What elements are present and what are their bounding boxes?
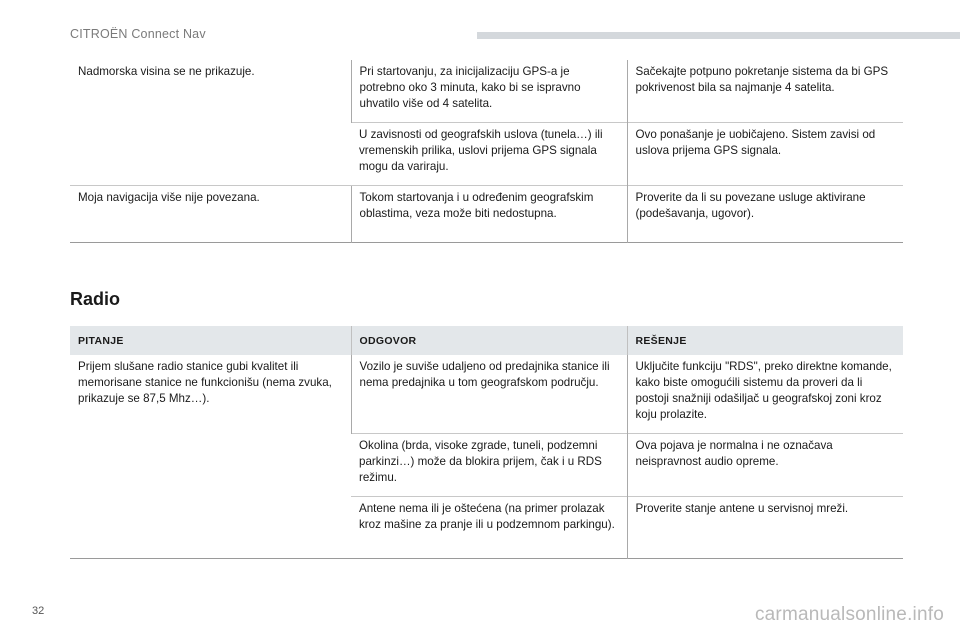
page-number: 32 xyxy=(32,605,45,617)
solution-cell: Proverite da li su povezane usluge aktivirane (podešavanja, ugovor). xyxy=(627,186,903,243)
solution-cell: Proverite stanje antene u servisnoj mreži. xyxy=(627,497,903,559)
section-title-radio: Radio xyxy=(70,289,121,309)
solution-cell: Ova pojava je normalna i ne označava neispravnost audio opreme. xyxy=(627,434,903,497)
header-divider-bar xyxy=(477,32,960,39)
gps-troubleshooting-table xyxy=(70,60,903,243)
table-row xyxy=(70,60,903,123)
question-cell: Nadmorska visina se ne prikazuje. xyxy=(78,65,255,78)
watermark-text: carmanualsonline.info xyxy=(754,604,944,625)
header-solution: REŠENJE xyxy=(627,326,903,355)
header-question: PITANJE xyxy=(70,326,351,355)
solution-cell: Ovo ponašanje je uobičajeno. Sistem zavisi od uslova prijema GPS signala. xyxy=(627,123,903,186)
document-header-title: CITROËN Connect Nav xyxy=(70,27,206,41)
solution-cell: Sačekajte potpuno pokretanje sistema da bi GPS pokrivenost bila sa najmanje 4 satelita. xyxy=(627,60,903,123)
radio-troubleshooting-table xyxy=(70,326,903,559)
answer-cell: U zavisnosti od geografskih uslova (tunela…) ili vremenskih prilika, uslovi prijema GPS signala mogu da variraju. xyxy=(351,123,627,186)
answer-cell: Antene nema ili je oštećena (na primer prolazak kroz mašine za pranje ili u podzemnom parkingu). xyxy=(351,497,627,559)
solution-cell: Uključite funkciju "RDS", preko direktne komande, kako biste omogućili sistemu da proveri da li postoji snažniji odašiljač u geografskoj zoni kroz koju prolazite. xyxy=(627,355,903,434)
table-row xyxy=(70,186,903,243)
answer-cell: Okolina (brda, visoke zgrade, tuneli, podzemni parkinzi…) može da blokira prijem, čak i u RDS režimu. xyxy=(351,434,627,497)
answer-cell: Tokom startovanja i u određenim geografskim oblastima, veza može biti nedostupna. xyxy=(351,186,627,243)
table-header-row xyxy=(70,326,903,355)
answer-cell: Pri startovanju, za inicijalizaciju GPS-a je potrebno oko 3 minuta, kako bi se ispravno uhvatilo više od 4 satelita. xyxy=(351,60,627,123)
question-cell: Moja navigacija više nije povezana. xyxy=(70,186,351,243)
header-answer: ODGOVOR xyxy=(351,326,627,355)
table-row xyxy=(70,355,903,434)
answer-cell: Vozilo je suviše udaljeno od predajnika stanice ili nema predajnika u tom geografskom području. xyxy=(351,355,627,434)
question-cell: Prijem slušane radio stanice gubi kvalitet ili memorisane stanice ne funkcionišu (nema zvuka, prikazuje se 87,5 Mhz…). xyxy=(78,360,332,405)
